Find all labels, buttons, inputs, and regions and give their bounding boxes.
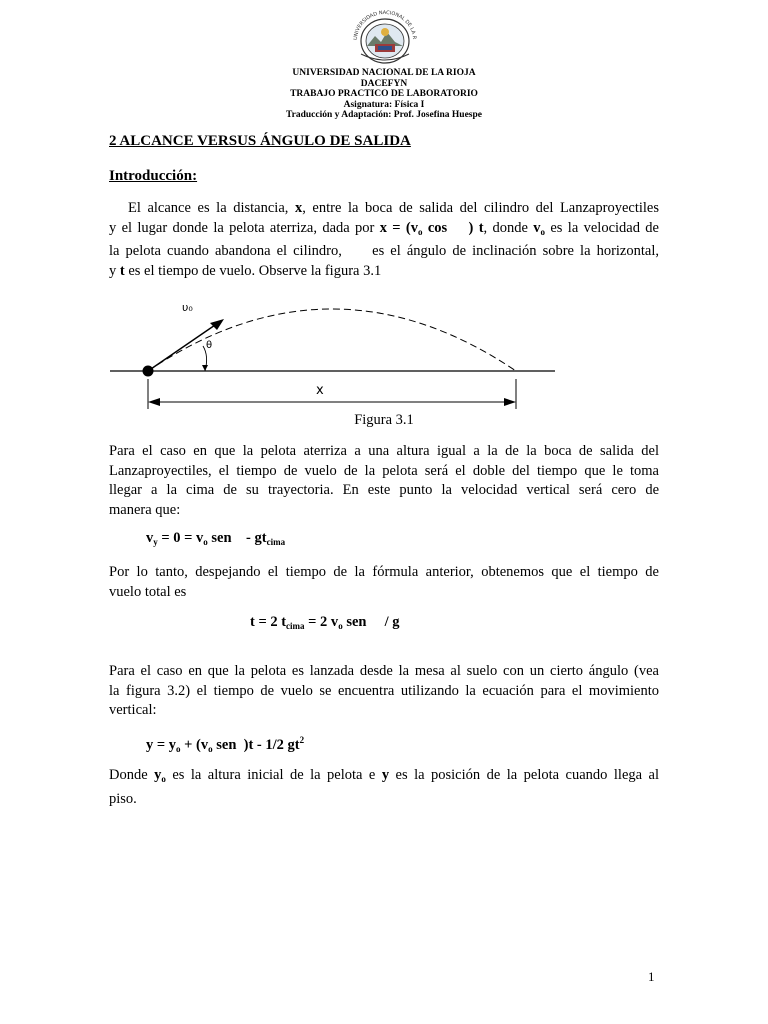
- p3-line1: Por lo tanto, despejando el tiempo de la fórmula anterior, obtenemos que el tiempo de: [109, 564, 659, 580]
- paragraph-flight-time: [109, 442, 659, 520]
- ball-marker: [143, 366, 154, 377]
- equation-vertical-position: $y = y_o + (v_o$ sen )t - 1/2 $gt^2$: [146, 735, 305, 754]
- p4-line2: la figura 3.2) el tiempo de vuelo se encuentra utilizando la ecuación para el movimiento: [109, 682, 659, 699]
- p1-line2: y el lugar donde la pelota aterriza, dada por $x = (v_o$ cos ) t, donde $v_o$ es la velocidad de: [109, 219, 659, 237]
- x-label: x: [316, 383, 324, 398]
- paragraph-intro: [109, 199, 659, 281]
- document-header: [0, 68, 768, 121]
- p2-line3: llegar a la cima de su trayectoria. En este punto la velocidad vertical será cero de: [109, 482, 659, 498]
- logo-arc-text: UNIVERSIDAD NACIONAL DE LA R: [352, 10, 418, 41]
- header-practice: TRABAJO PRACTICO DE LABORATORIO: [290, 89, 478, 99]
- paragraph-solve-time: [109, 563, 659, 602]
- p5-line2: piso.: [109, 790, 137, 807]
- p4-line1: Para el caso en que la pelota es lanzada desde la mesa al suelo con un cierto ángulo (vea: [109, 663, 659, 679]
- paragraph-definitions: [109, 766, 659, 809]
- equation-vertical-velocity: $v_y = 0 = v_o$ sen - $gt_{cima}$: [146, 530, 286, 547]
- header-subject: Asignatura: Física I: [343, 99, 425, 110]
- p3-line2: vuelo total es: [109, 583, 187, 600]
- equation-total-time: t = 2 $t_{cima} = 2$ $v_o$ sen / g: [250, 614, 400, 631]
- v0-label: υ₀: [182, 301, 193, 314]
- header-faculty: DACEFYN: [360, 78, 408, 89]
- page-number: 1: [648, 969, 655, 984]
- p4-line3: vertical:: [109, 702, 157, 718]
- university-seal-logo: [345, 10, 425, 68]
- header-author: Traducción y Adaptación: Prof. Josefina Huespe: [286, 110, 482, 120]
- intro-heading: Introducción:: [109, 168, 198, 184]
- header-university: UNIVERSIDAD NACIONAL DE LA RIOJA: [292, 68, 476, 78]
- p1-line4: y t es el tiempo de vuelo. Observe la figura 3.1: [109, 262, 382, 279]
- figure-caption: Figura 3.1: [354, 412, 414, 428]
- p2-line1: Para el caso en que la pelota aterriza a una altura igual a la de la boca de salida del: [109, 443, 659, 459]
- p2-line4: manera que:: [109, 501, 181, 518]
- p2-line2: Lanzaproyectiles, el tiempo de vuelo de la pelota será el doble del tiempo que le toma: [109, 462, 659, 479]
- velocity-arrowhead: [210, 319, 224, 330]
- figure-trajectory: [100, 292, 570, 412]
- paragraph-table-launch: [109, 662, 659, 721]
- theta-label: θ: [206, 340, 213, 351]
- p1-line3: la pelota cuando abandona el cilindro, es el ángulo de inclinación sobre la horizontal,: [109, 243, 659, 259]
- section-title: 2 ALCANCE VERSUS ÁNGULO DE SALIDA: [109, 133, 411, 149]
- trajectory-arc: [148, 309, 516, 371]
- p1-line1: El alcance es la distancia, x, entre la boca de salida del cilindro del Lanzaproyectiles: [128, 200, 659, 216]
- p5-line1: Donde $y_o$ es la altura inicial de la pelota e y es la posición de la pelota cuando llega al: [109, 767, 659, 784]
